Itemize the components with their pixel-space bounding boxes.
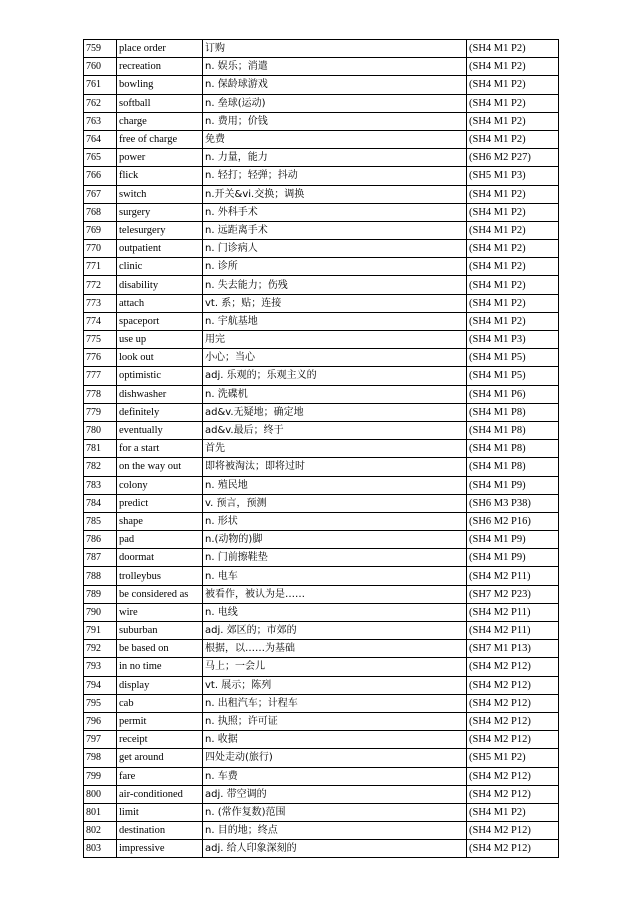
entry-number: 795 — [84, 694, 117, 712]
entry-meaning: n. 门诊病人 — [203, 240, 467, 258]
entry-meaning: adj. 给人印象深刻的 — [203, 840, 467, 858]
entry-number: 763 — [84, 112, 117, 130]
entry-source: (SH4 M1 P2) — [467, 94, 559, 112]
entry-source: (SH4 M1 P8) — [467, 458, 559, 476]
entry-number: 802 — [84, 822, 117, 840]
table-row — [84, 221, 559, 239]
table-row — [84, 749, 559, 767]
entry-number: 796 — [84, 712, 117, 730]
entry-meaning: 首先 — [203, 440, 467, 458]
entry-word: power — [117, 149, 203, 167]
entry-meaning: 四处走动(旅行) — [203, 749, 467, 767]
entry-meaning: n. 失去能力；伤残 — [203, 276, 467, 294]
table-row — [84, 767, 559, 785]
entry-source: (SH4 M1 P5) — [467, 349, 559, 367]
entry-meaning: n. 诊所 — [203, 258, 467, 276]
entry-meaning: n. 形状 — [203, 512, 467, 530]
table-row — [84, 58, 559, 76]
table-row — [84, 512, 559, 530]
entry-word: suburban — [117, 622, 203, 640]
entry-number: 780 — [84, 421, 117, 439]
entry-meaning: ad&v.最后；终于 — [203, 421, 467, 439]
table-row — [84, 276, 559, 294]
entry-word: on the way out — [117, 458, 203, 476]
entry-number: 770 — [84, 240, 117, 258]
entry-number: 776 — [84, 349, 117, 367]
entry-number: 790 — [84, 603, 117, 621]
entry-meaning: n. 电线 — [203, 603, 467, 621]
table-row — [84, 531, 559, 549]
table-row — [84, 549, 559, 567]
entry-meaning: n. 力量，能力 — [203, 149, 467, 167]
entry-source: (SH4 M1 P8) — [467, 403, 559, 421]
entry-word: disability — [117, 276, 203, 294]
entry-word: be based on — [117, 640, 203, 658]
entry-number: 797 — [84, 731, 117, 749]
entry-meaning: 小心；当心 — [203, 349, 467, 367]
entry-word: air-conditioned — [117, 785, 203, 803]
entry-source: (SH4 M1 P2) — [467, 40, 559, 58]
entry-source: (SH4 M1 P2) — [467, 312, 559, 330]
entry-meaning: adj. 带空调的 — [203, 785, 467, 803]
entry-meaning: n. 远距离手术 — [203, 221, 467, 239]
entry-number: 771 — [84, 258, 117, 276]
entry-number: 788 — [84, 567, 117, 585]
entry-source: (SH7 M1 P13) — [467, 640, 559, 658]
table-row — [84, 94, 559, 112]
entry-meaning: n.开关&vi.交换；调换 — [203, 185, 467, 203]
entry-number: 769 — [84, 221, 117, 239]
entry-word: charge — [117, 112, 203, 130]
entry-meaning: n. 门前擦鞋垫 — [203, 549, 467, 567]
entry-number: 765 — [84, 149, 117, 167]
entry-source: (SH4 M1 P2) — [467, 258, 559, 276]
entry-word: surgery — [117, 203, 203, 221]
table-row — [84, 585, 559, 603]
entry-number: 779 — [84, 403, 117, 421]
entry-word: bowling — [117, 76, 203, 94]
table-row — [84, 658, 559, 676]
entry-source: (SH4 M2 P12) — [467, 822, 559, 840]
entry-source: (SH4 M2 P12) — [467, 712, 559, 730]
table-row — [84, 458, 559, 476]
entry-meaning: ad&v.无疑地；确定地 — [203, 403, 467, 421]
entry-source: (SH4 M1 P8) — [467, 440, 559, 458]
table-row — [84, 640, 559, 658]
entry-number: 781 — [84, 440, 117, 458]
entry-word: eventually — [117, 421, 203, 439]
table-row — [84, 731, 559, 749]
entry-number: 783 — [84, 476, 117, 494]
entry-meaning: n. 宇航基地 — [203, 312, 467, 330]
entry-source: (SH4 M1 P2) — [467, 276, 559, 294]
entry-number: 782 — [84, 458, 117, 476]
entry-number: 759 — [84, 40, 117, 58]
entry-word: predict — [117, 494, 203, 512]
entry-source: (SH5 M1 P3) — [467, 167, 559, 185]
entry-source: (SH4 M1 P6) — [467, 385, 559, 403]
entry-meaning: adj. 郊区的；市郊的 — [203, 622, 467, 640]
table-row — [84, 40, 559, 58]
table-row — [84, 476, 559, 494]
entry-word: use up — [117, 331, 203, 349]
entry-meaning: n. 电车 — [203, 567, 467, 585]
table-row — [84, 294, 559, 312]
entry-meaning: 马上；一会儿 — [203, 658, 467, 676]
table-row — [84, 258, 559, 276]
table-row — [84, 185, 559, 203]
entry-word: for a start — [117, 440, 203, 458]
entry-word: trolleybus — [117, 567, 203, 585]
table-row — [84, 312, 559, 330]
entry-number: 766 — [84, 167, 117, 185]
entry-meaning: v. 预言，预测 — [203, 494, 467, 512]
entry-word: place order — [117, 40, 203, 58]
entry-word: display — [117, 676, 203, 694]
entry-word: flick — [117, 167, 203, 185]
entry-word: attach — [117, 294, 203, 312]
table-row — [84, 149, 559, 167]
entry-number: 787 — [84, 549, 117, 567]
entry-word: limit — [117, 803, 203, 821]
entry-source: (SH4 M1 P2) — [467, 221, 559, 239]
entry-source: (SH4 M1 P9) — [467, 476, 559, 494]
entry-number: 801 — [84, 803, 117, 821]
entry-number: 784 — [84, 494, 117, 512]
table-row — [84, 785, 559, 803]
entry-source: (SH4 M1 P2) — [467, 803, 559, 821]
entry-word: fare — [117, 767, 203, 785]
table-row — [84, 367, 559, 385]
table-row — [84, 421, 559, 439]
entry-word: in no time — [117, 658, 203, 676]
table-row — [84, 676, 559, 694]
entry-meaning: n. 外科手术 — [203, 203, 467, 221]
entry-meaning: n. 执照；许可证 — [203, 712, 467, 730]
entry-number: 799 — [84, 767, 117, 785]
entry-number: 793 — [84, 658, 117, 676]
entry-word: softball — [117, 94, 203, 112]
entry-source: (SH4 M1 P2) — [467, 294, 559, 312]
entry-number: 798 — [84, 749, 117, 767]
entry-meaning: 免费 — [203, 130, 467, 148]
entry-source: (SH5 M1 P2) — [467, 749, 559, 767]
entry-number: 775 — [84, 331, 117, 349]
entry-number: 777 — [84, 367, 117, 385]
entry-word: dishwasher — [117, 385, 203, 403]
entry-number: 791 — [84, 622, 117, 640]
entry-meaning: n. 保龄球游戏 — [203, 76, 467, 94]
entry-word: receipt — [117, 731, 203, 749]
table-row — [84, 603, 559, 621]
entry-source: (SH4 M1 P9) — [467, 531, 559, 549]
entry-word: recreation — [117, 58, 203, 76]
entry-number: 772 — [84, 276, 117, 294]
entry-word: definitely — [117, 403, 203, 421]
entry-number: 768 — [84, 203, 117, 221]
entry-word: doormat — [117, 549, 203, 567]
table-row — [84, 203, 559, 221]
entry-number: 774 — [84, 312, 117, 330]
table-row — [84, 167, 559, 185]
entry-word: clinic — [117, 258, 203, 276]
entry-word: cab — [117, 694, 203, 712]
entry-meaning: n. 车费 — [203, 767, 467, 785]
table-row — [84, 822, 559, 840]
entry-meaning: 订购 — [203, 40, 467, 58]
entry-meaning: n. 娱乐；消遣 — [203, 58, 467, 76]
entry-source: (SH4 M2 P11) — [467, 622, 559, 640]
entry-meaning: n. 垒球(运动) — [203, 94, 467, 112]
entry-source: (SH6 M2 P27) — [467, 149, 559, 167]
entry-word: permit — [117, 712, 203, 730]
entry-meaning: adj. 乐观的；乐观主义的 — [203, 367, 467, 385]
entry-number: 800 — [84, 785, 117, 803]
entry-number: 794 — [84, 676, 117, 694]
entry-source: (SH7 M2 P23) — [467, 585, 559, 603]
entry-word: look out — [117, 349, 203, 367]
table-row — [84, 622, 559, 640]
entry-source: (SH4 M1 P8) — [467, 421, 559, 439]
entry-word: outpatient — [117, 240, 203, 258]
entry-meaning: vt. 展示；陈列 — [203, 676, 467, 694]
table-row — [84, 130, 559, 148]
entry-source: (SH4 M1 P2) — [467, 130, 559, 148]
entry-meaning: n. 洗碟机 — [203, 385, 467, 403]
entry-source: (SH4 M1 P3) — [467, 331, 559, 349]
entry-number: 761 — [84, 76, 117, 94]
entry-source: (SH4 M2 P12) — [467, 731, 559, 749]
entry-source: (SH4 M1 P2) — [467, 112, 559, 130]
entry-source: (SH4 M2 P12) — [467, 694, 559, 712]
entry-word: get around — [117, 749, 203, 767]
table-row — [84, 331, 559, 349]
entry-source: (SH4 M2 P12) — [467, 785, 559, 803]
entry-source: (SH4 M1 P2) — [467, 185, 559, 203]
table-row — [84, 694, 559, 712]
entry-source: (SH4 M2 P12) — [467, 767, 559, 785]
entry-word: shape — [117, 512, 203, 530]
entry-number: 803 — [84, 840, 117, 858]
entry-source: (SH4 M1 P9) — [467, 549, 559, 567]
entry-meaning: n. (常作复数)范围 — [203, 803, 467, 821]
vocabulary-table-body — [84, 40, 559, 858]
entry-meaning: n. 殖民地 — [203, 476, 467, 494]
entry-meaning: n. 轻打；轻弹；抖动 — [203, 167, 467, 185]
entry-word: optimistic — [117, 367, 203, 385]
vocabulary-table — [83, 39, 559, 858]
entry-word: destination — [117, 822, 203, 840]
table-row — [84, 403, 559, 421]
entry-source: (SH4 M1 P2) — [467, 240, 559, 258]
entry-number: 764 — [84, 130, 117, 148]
entry-word: free of charge — [117, 130, 203, 148]
entry-number: 762 — [84, 94, 117, 112]
entry-source: (SH4 M2 P11) — [467, 567, 559, 585]
table-row — [84, 567, 559, 585]
entry-number: 789 — [84, 585, 117, 603]
entry-word: switch — [117, 185, 203, 203]
entry-number: 792 — [84, 640, 117, 658]
table-row — [84, 712, 559, 730]
table-row — [84, 112, 559, 130]
entry-word: colony — [117, 476, 203, 494]
table-row — [84, 494, 559, 512]
entry-meaning: n. 费用；价钱 — [203, 112, 467, 130]
entry-word: telesurgery — [117, 221, 203, 239]
entry-source: (SH4 M2 P11) — [467, 603, 559, 621]
entry-source: (SH4 M2 P12) — [467, 840, 559, 858]
entry-source: (SH6 M3 P38) — [467, 494, 559, 512]
entry-source: (SH4 M1 P2) — [467, 76, 559, 94]
table-row — [84, 76, 559, 94]
entry-meaning: vt. 系；贴；连接 — [203, 294, 467, 312]
entry-meaning: n. 出租汽车；计程车 — [203, 694, 467, 712]
entry-meaning: n. 收据 — [203, 731, 467, 749]
entry-number: 786 — [84, 531, 117, 549]
entry-meaning: 用完 — [203, 331, 467, 349]
entry-number: 785 — [84, 512, 117, 530]
entry-source: (SH4 M1 P2) — [467, 58, 559, 76]
table-row — [84, 240, 559, 258]
table-row — [84, 803, 559, 821]
entry-source: (SH6 M2 P16) — [467, 512, 559, 530]
entry-source: (SH4 M2 P12) — [467, 676, 559, 694]
entry-word: wire — [117, 603, 203, 621]
entry-meaning: 被看作，被认为是…… — [203, 585, 467, 603]
entry-number: 778 — [84, 385, 117, 403]
entry-number: 767 — [84, 185, 117, 203]
entry-word: pad — [117, 531, 203, 549]
table-row — [84, 440, 559, 458]
entry-source: (SH4 M1 P5) — [467, 367, 559, 385]
entry-source: (SH4 M2 P12) — [467, 658, 559, 676]
table-row — [84, 840, 559, 858]
table-row — [84, 349, 559, 367]
entry-word: be considered as — [117, 585, 203, 603]
entry-number: 760 — [84, 58, 117, 76]
entry-meaning: n.(动物的)脚 — [203, 531, 467, 549]
entry-meaning: n. 目的地；终点 — [203, 822, 467, 840]
entry-source: (SH4 M1 P2) — [467, 203, 559, 221]
entry-word: spaceport — [117, 312, 203, 330]
entry-word: impressive — [117, 840, 203, 858]
table-row — [84, 385, 559, 403]
entry-number: 773 — [84, 294, 117, 312]
entry-meaning: 即将被淘汰；即将过时 — [203, 458, 467, 476]
entry-meaning: 根据，以……为基础 — [203, 640, 467, 658]
